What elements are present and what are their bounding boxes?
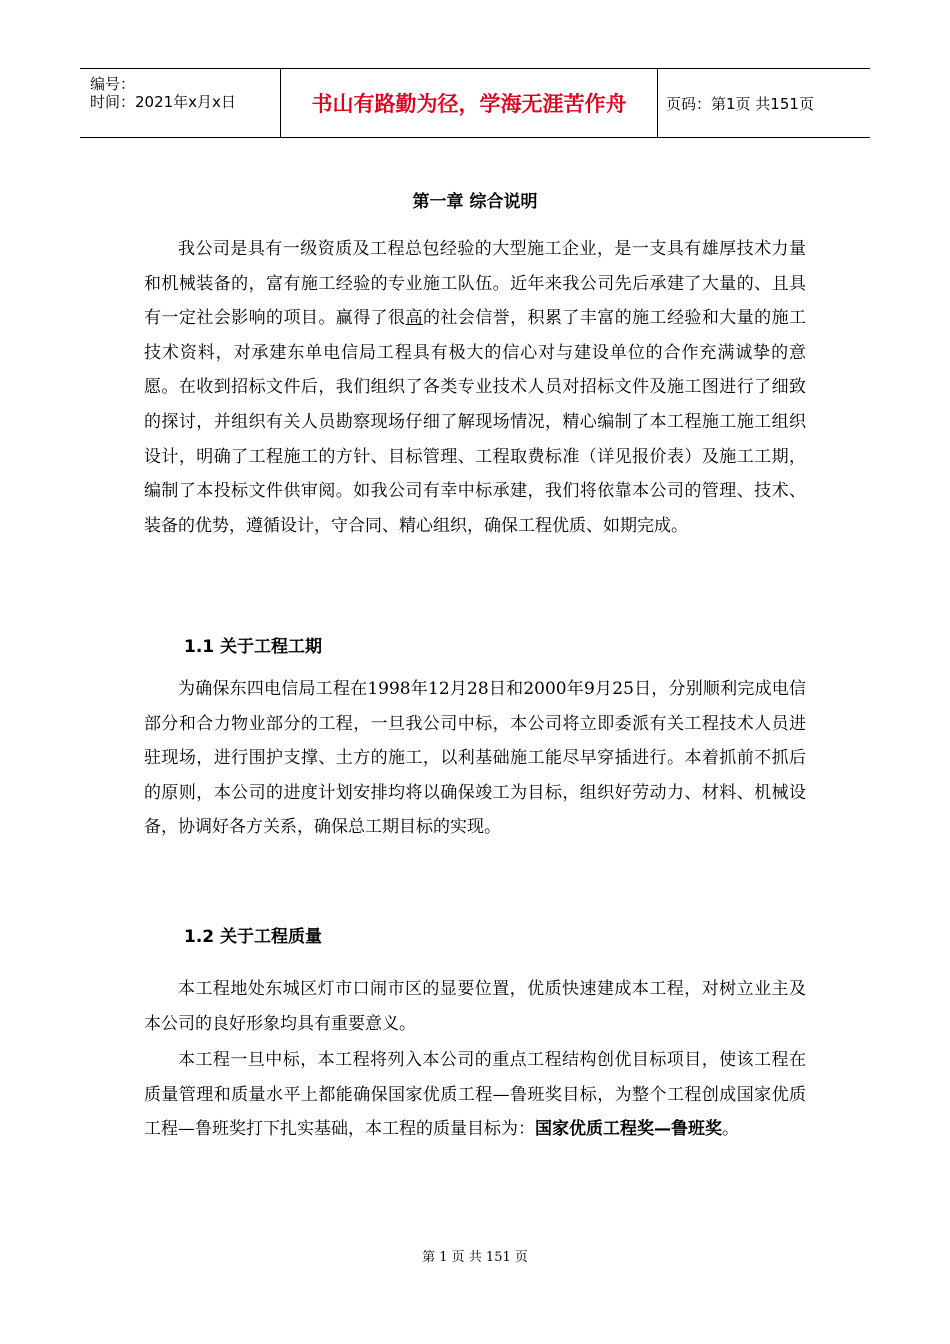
section-1-1-paragraph (144, 672, 806, 845)
section-1-2-text-2: 本工程一旦中标，本工程将列入本公司的重点工程结构创优目标项目，使该工程在质量管理和质量水平上都能确保国家优质工程—鲁班奖目标，为整个工程创成国家优质工程—鲁班奖打下扎实基础，本工程的质量目标为： (144, 1050, 806, 1140)
header-meta (80, 69, 281, 137)
header-page-info (666, 69, 870, 137)
section-1-2-paragraph-2 (144, 1043, 806, 1147)
section-1-2-text-1: 本工程地处东城区灯市口闹市区的显要位置，优质快速建成本工程，对树立业主及本公司的良好形象均具有重要意义。 (144, 979, 806, 1034)
intro-underlined-word: 高 (405, 308, 423, 329)
section-1-2-paragraph-1 (144, 972, 806, 1041)
intro-text-2: 的社会信誉，积累了丰富的施工经验和大量的施工技术资料，对承建东单电信局工程具有极大的信心对与建设单位的合作充满诚挚的意愿。在收到招标文件后，我们组织了各类专业技术人员对招标文件及施工图进行了细致的探讨，并组织有关人员勘察现场仔细了解现场情况，精心编制了本工程施工施工组织设计，明确了工程施工的方针、目标管理、工程取费标准（详见报价表）及施工工期，编制了本投标文件供审阅。如我公司有幸中标承建，我们将依靠本公司的管理、技术、装备的优势，遵循设计，守合同、精心组织，确保工程优质、如期完成。 (144, 308, 807, 536)
intro-paragraph (144, 232, 806, 543)
header-motto: 书山有路勤为径，学海无涯苦作舟 (281, 69, 658, 137)
chapter-title: 第一章 综合说明 (412, 192, 538, 212)
intro-text-1: 我公司是具有一级资质及工程总包经验的大型施工企业，是一支具有雄厚技术力量和机械装备的，富有施工经验的专业施工队伍。近年来我公司先后承建了大量的、且具有一定社会影响的项目。赢得了很 (144, 239, 806, 329)
section-1-1-title: 1.1 关于工程工期 (184, 637, 323, 657)
document-date: 时间：2021年x月x日 (90, 93, 236, 111)
page-info-text: 页码：第1页 共151页 (666, 94, 814, 113)
page-header (80, 68, 870, 138)
section-1-2-text-end: 。 (722, 1119, 739, 1140)
quality-target: 国家优质工程奖—鲁班奖 (535, 1119, 722, 1140)
section-1-2-title: 1.2 关于工程质量 (184, 927, 323, 947)
document-number-label: 编号： (90, 75, 136, 93)
section-1-1-text: 为确保东四电信局工程在1998年12月28日和2000年9月25日，分别顺利完成电信部分和合力物业部分的工程，一旦我公司中标，本公司将立即委派有关工程技术人员进驻现场，进行围护支撑、土方的施工，以利基础施工能尽早穿插进行。本着抓前不抓后的原则，本公司的进度计划安排均将以确保竣工为目标，组织好劳动力、材料、机械设备，协调好各方关系，确保总工期目标的实现。 (144, 679, 806, 838)
page-footer: 第 1 页 共 151 页 (422, 1250, 528, 1265)
